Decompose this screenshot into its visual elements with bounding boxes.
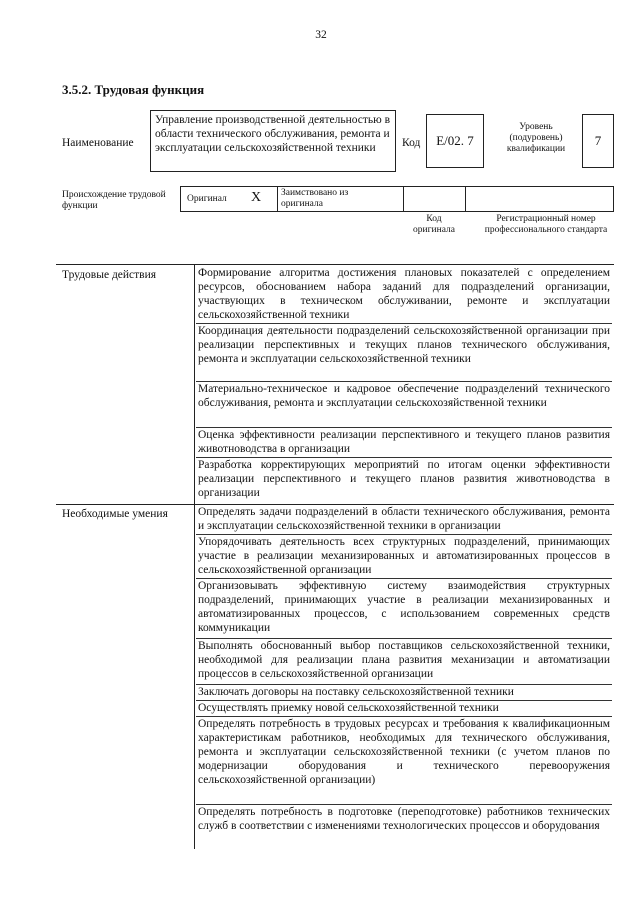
skill-item: Заключать договоры на поставку сельскохозяйственной техники (196, 685, 612, 701)
code-original-caption: Код оригинала (413, 214, 455, 235)
labor-action-item: Оценка эффективности реализации перспективного и текущего планов развития животноводства в организации (196, 428, 612, 458)
origin-label: Происхождение трудовой функции (62, 190, 166, 211)
page-number: 32 (315, 29, 327, 41)
skill-item: Выполнять обоснованный выбор поставщиков сельскохозяйственной техники, необходимой для реализации плана развития механизации и автоматизации процессов в сельскохозяйственной организации (196, 639, 612, 685)
labor-action-item: Координация деятельности подразделений сельскохозяйственной организации при реализации перспективных и текущих планов технического обслуживания, ремонта и эксплуатации сельскохозяйственной техники (196, 324, 612, 382)
level-value: 7 (594, 133, 602, 148)
skill-item: Упорядочивать деятельность всех структурных подразделений, принимающих участие в реализации механизированных и автоматизированных процессов в сельскохозяйственной организации (196, 535, 612, 579)
skill-item: Организовывать эффективную систему взаимодействия структурных подразделений, принимающих участие в реализации механизированных и автоматизированных процессов, с использованием современных средств коммуникации (196, 579, 612, 639)
name-label: Наименование (62, 137, 134, 149)
labor-action-item: Материально-техническое и кадровое обеспечение подразделений технического обслуживания, ремонта и эксплуатации сельскохозяйственной техники (196, 382, 612, 428)
section-label-labor-actions: Трудовые действия (62, 269, 157, 281)
name-value-box (150, 110, 396, 172)
original-mark: X (251, 190, 262, 205)
code-value: E/02. 7 (436, 133, 474, 148)
labor-action-item: Разработка корректирующих мероприятий по итогам оценки эффективности реализации перспективного и текущего планов развития животноводства в организации (198, 459, 610, 499)
skill-item: Осуществлять приемку новой сельскохозяйственной техники (196, 701, 612, 717)
origin-table (180, 186, 614, 212)
reg-number-caption: Регистрационный номер профессионального стандарта (484, 214, 608, 235)
level-label: Уровень (подуровень) квалификации (506, 122, 566, 154)
code-value-box (426, 114, 484, 168)
section-title: 3.5.2. Трудовая функция (62, 82, 205, 97)
main-table (56, 264, 614, 849)
original-label: Оригинал (187, 194, 227, 204)
code-label: Код (402, 137, 421, 149)
skill-item: Определять задачи подразделений в области технического обслуживания, ремонта и эксплуатации сельскохозяйственной техники в организации (196, 505, 612, 535)
name-value: Управление производственной деятельностью в области технического обслуживания, ремонта и эксплуатации сельскохозяйственной техники (155, 114, 391, 154)
skill-item: Определять потребность в трудовых ресурсах и требования к квалификационным характеристикам работников, необходимых для технического обслуживания, ремонта и эксплуатации сельскохозяйственной техники (с учетом планов по модернизации оборудования и технического перевооружения сельскохозяйственной организации) (196, 717, 612, 805)
section-label-required-skills: Необходимые умения (62, 508, 168, 520)
skill-item: Определять потребность в подготовке (переподготовке) работников технических служб в соответствии с изменениями технологических процессов и оборудования (198, 806, 610, 832)
level-value-box (582, 114, 614, 168)
borrowed-label: Заимствовано из оригинала (281, 188, 349, 209)
labor-action-item: Формирование алгоритма достижения плановых показателей с определением ресурсов, обоснованием набора заданий для подразделений организации, участвующих в техническом обслуживании, ремонте и эксплуатации сельскохозяйственной техники (196, 266, 612, 324)
